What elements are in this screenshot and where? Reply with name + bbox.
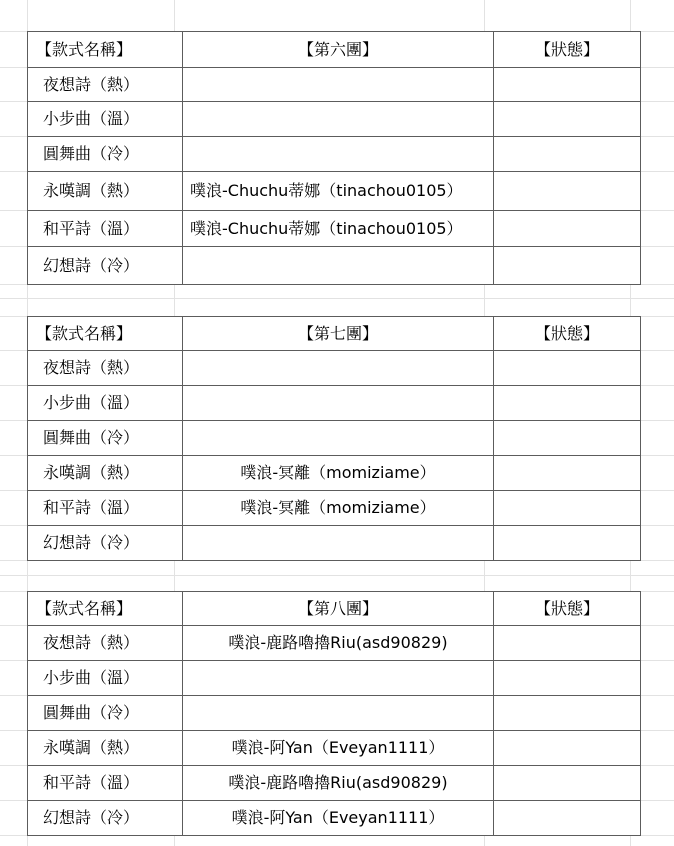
status-cell[interactable] [494,661,641,696]
style-cell[interactable]: 夜想詩（熱） [28,626,183,661]
table-row [28,211,641,247]
style-cell[interactable]: 幻想詩（冷） [28,247,183,285]
group-table [27,31,641,285]
member-cell[interactable] [183,102,494,137]
header-style-cell[interactable]: 【款式名稱】 [28,592,183,626]
member-cell[interactable] [183,351,494,386]
style-cell[interactable]: 夜想詩（熱） [28,351,183,386]
header-group-cell[interactable]: 【第七團】 [183,317,494,351]
header-group-cell[interactable]: 【第六團】 [183,32,494,68]
member-cell[interactable] [183,68,494,102]
table-row [28,801,641,836]
member-cell[interactable]: 噗浪-阿Yan（Eveyan1111） [183,801,494,836]
style-cell[interactable]: 幻想詩（冷） [28,526,183,561]
member-cell[interactable] [183,421,494,456]
style-cell[interactable]: 永嘆調（熱） [28,172,183,211]
member-cell[interactable]: 噗浪-冥離（momiziame） [183,456,494,491]
member-cell[interactable] [183,247,494,285]
header-status-cell[interactable]: 【狀態】 [494,32,641,68]
style-cell[interactable]: 永嘆調（熱） [28,456,183,491]
table-row [28,626,641,661]
status-cell[interactable] [494,247,641,285]
table-row [28,731,641,766]
table-row [28,247,641,285]
style-cell[interactable]: 小步曲（溫） [28,102,183,137]
status-cell[interactable] [494,491,641,526]
table-row [28,137,641,172]
member-cell[interactable]: 噗浪-阿Yan（Eveyan1111） [183,731,494,766]
style-cell[interactable]: 小步曲（溫） [28,661,183,696]
status-cell[interactable] [494,731,641,766]
member-cell[interactable]: 噗浪-冥離（momiziame） [183,491,494,526]
member-cell[interactable] [183,696,494,731]
table-row [28,491,641,526]
style-cell[interactable]: 圓舞曲（冷） [28,696,183,731]
style-cell[interactable]: 小步曲（溫） [28,386,183,421]
table-row [28,526,641,561]
member-cell[interactable]: 噗浪-鹿路嚕擼Riu(asd90829) [183,766,494,801]
style-cell[interactable]: 圓舞曲（冷） [28,137,183,172]
header-row [28,592,641,626]
status-cell[interactable] [494,172,641,211]
style-cell[interactable]: 夜想詩（熱） [28,68,183,102]
status-cell[interactable] [494,137,641,172]
header-style-cell[interactable]: 【款式名稱】 [28,317,183,351]
table-row [28,102,641,137]
member-cell[interactable]: 噗浪-鹿路嚕擼Riu(asd90829) [183,626,494,661]
style-cell[interactable]: 永嘆調（熱） [28,731,183,766]
member-cell[interactable]: 噗浪-Chuchu蒂娜（tinachou0105） [183,172,494,211]
header-status-cell[interactable]: 【狀態】 [494,592,641,626]
table-row [28,696,641,731]
status-cell[interactable] [494,696,641,731]
member-cell[interactable] [183,661,494,696]
table-row [28,172,641,211]
status-cell[interactable] [494,801,641,836]
member-cell[interactable] [183,137,494,172]
status-cell[interactable] [494,68,641,102]
table-row [28,386,641,421]
table-row [28,421,641,456]
header-row [28,32,641,68]
member-cell[interactable]: 噗浪-Chuchu蒂娜（tinachou0105） [183,211,494,247]
header-status-cell[interactable]: 【狀態】 [494,317,641,351]
table-row [28,68,641,102]
style-cell[interactable]: 和平詩（溫） [28,766,183,801]
group-table [27,316,641,561]
header-row [28,317,641,351]
status-cell[interactable] [494,626,641,661]
status-cell[interactable] [494,456,641,491]
status-cell[interactable] [494,421,641,456]
style-cell[interactable]: 和平詩（溫） [28,491,183,526]
table-row [28,456,641,491]
style-cell[interactable]: 圓舞曲（冷） [28,421,183,456]
group-table [27,591,641,836]
status-cell[interactable] [494,766,641,801]
status-cell[interactable] [494,526,641,561]
status-cell[interactable] [494,211,641,247]
grid-line [0,575,674,576]
status-cell[interactable] [494,351,641,386]
header-group-cell[interactable]: 【第八團】 [183,592,494,626]
table-row [28,766,641,801]
header-style-cell[interactable]: 【款式名稱】 [28,32,183,68]
status-cell[interactable] [494,102,641,137]
table-row [28,661,641,696]
member-cell[interactable] [183,526,494,561]
member-cell[interactable] [183,386,494,421]
style-cell[interactable]: 和平詩（溫） [28,211,183,247]
table-row [28,351,641,386]
status-cell[interactable] [494,386,641,421]
style-cell[interactable]: 幻想詩（冷） [28,801,183,836]
grid-line [0,298,674,299]
